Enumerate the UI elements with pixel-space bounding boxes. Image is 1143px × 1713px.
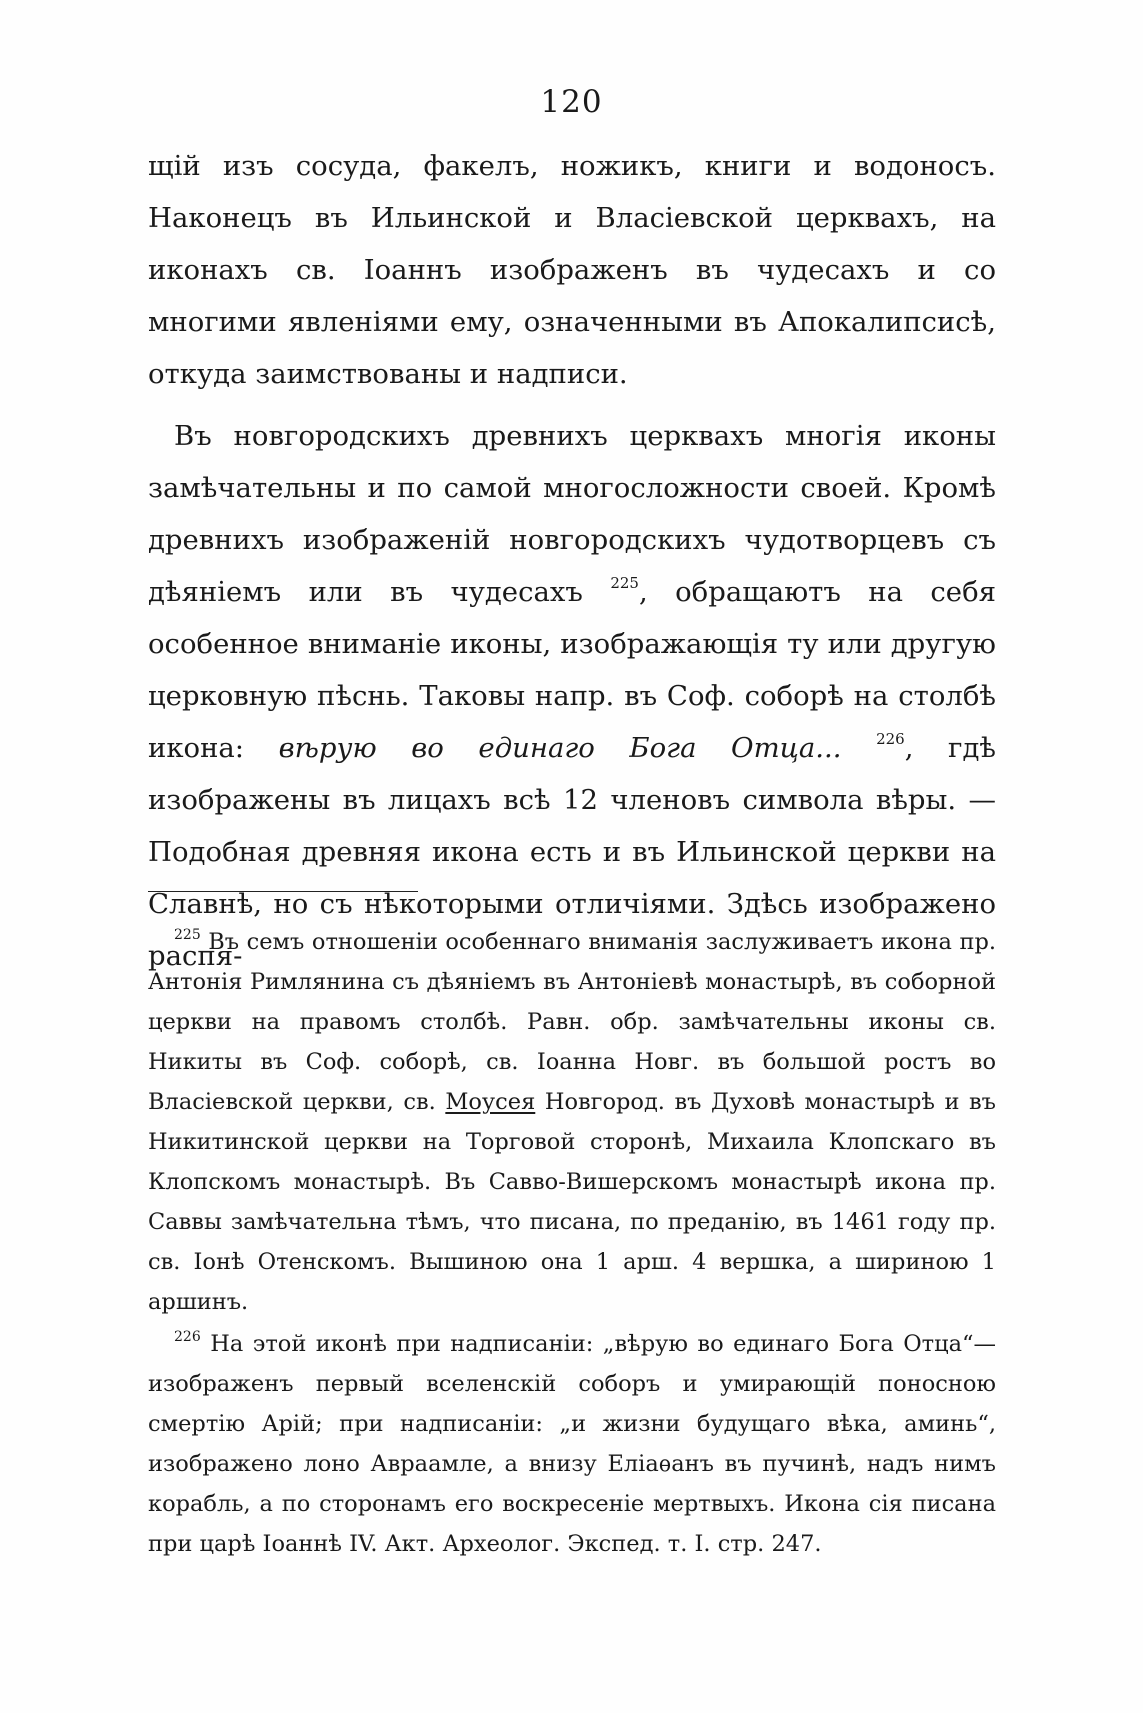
paragraph-2 [148,410,996,982]
paragraph-2-part-b: , обращаютъ на себя особенное вниманіе иконы, изображающія ту или другую церковную пѣснь. Таковы напр. въ Соф. соборѣ на столбѣ икона: [148,576,996,764]
footnote-225-part-b: Новгород. въ Духовѣ монастырѣ и въ Никитинской церкви на Торговой сторонѣ, Михаила Клопскаго въ Клопскомъ монастырѣ. Въ Савво-Вишерскомъ монастырѣ икона пр. Саввы замѣчательна тѣмъ, что писана, по преданію, въ 1461 году пр. св. Іонѣ Отенскомъ. Вышиною она 1 арш. 4 вершка, а шириною 1 аршинъ. [148,1089,996,1315]
footnote-ref-225[interactable]: 225 [610,574,639,592]
footnote-226-text: На этой иконѣ при надписаніи: „вѣрую во единаго Бога Отца“—изображенъ первый вселенскій соборъ и умирающій поносною смертію Арій; при надписаніи: „и жизни будущаго вѣка, аминь“, изображено лоно Авраамле, а внизу Еліаѳанъ въ пучинѣ, надъ нимъ корабль, а по сторонамъ его воскресеніе мертвыхъ. Икона сія писана при царѣ Іоаннѣ IV. Акт. Археолог. Экспед. т. I. стр. 247. [148,1331,996,1557]
main-text [148,140,996,982]
paragraph-1: щій изъ сосуда, факелъ, ножикъ, книги и водоносъ. Наконецъ въ Ильинской и Власіевской церквахъ, на иконахъ св. Іоаннъ изображенъ въ чудесахъ и со многими явленіями ему, означенными въ Апокалипсисѣ, откуда заимствованы и надписи. [148,150,996,390]
creed-quote: вѣрую во единаго Бога Отца... [278,732,842,764]
page-number: 120 [540,84,603,120]
footnote-225-part-a: Въ семъ отношеніи особеннаго вниманія заслуживаетъ икона пр. Антонія Римлянина съ дѣяніемъ въ Антоніевѣ монастырѣ, въ соборной церкви на правомъ столбѣ. Равн. обр. замѣчательны иконы св. Никиты въ Соф. соборѣ, св. Іоанна Новг. въ большой ростъ во Власіевской церкви, св. [148,929,996,1115]
footnote-mark-225: 225 [174,927,201,943]
footnote-225 [148,922,996,1322]
paragraph-2-part-c: , гдѣ изображены въ лицахъ всѣ 12 членовъ символа вѣры. — Подобная древняя икона есть и въ Ильинской церкви на Славнѣ, но съ нѣкоторыми отличіями. Здѣсь изображено распя- [148,732,996,972]
footnote-226 [148,1324,996,1564]
footnote-separator [148,891,418,892]
footnotes [148,922,996,1564]
underlined-word: Моусея [445,1089,536,1115]
footnote-mark-226: 226 [174,1329,201,1345]
footnote-ref-226[interactable]: 226 [876,730,905,748]
paragraph-2-part-a: Въ новгородскихъ древнихъ церквахъ многія иконы замѣчательны и по самой многосложности своей. Кромѣ древнихъ изображеній новгородскихъ чудотворцевъ съ дѣяніемъ или въ чудесахъ [148,420,996,608]
